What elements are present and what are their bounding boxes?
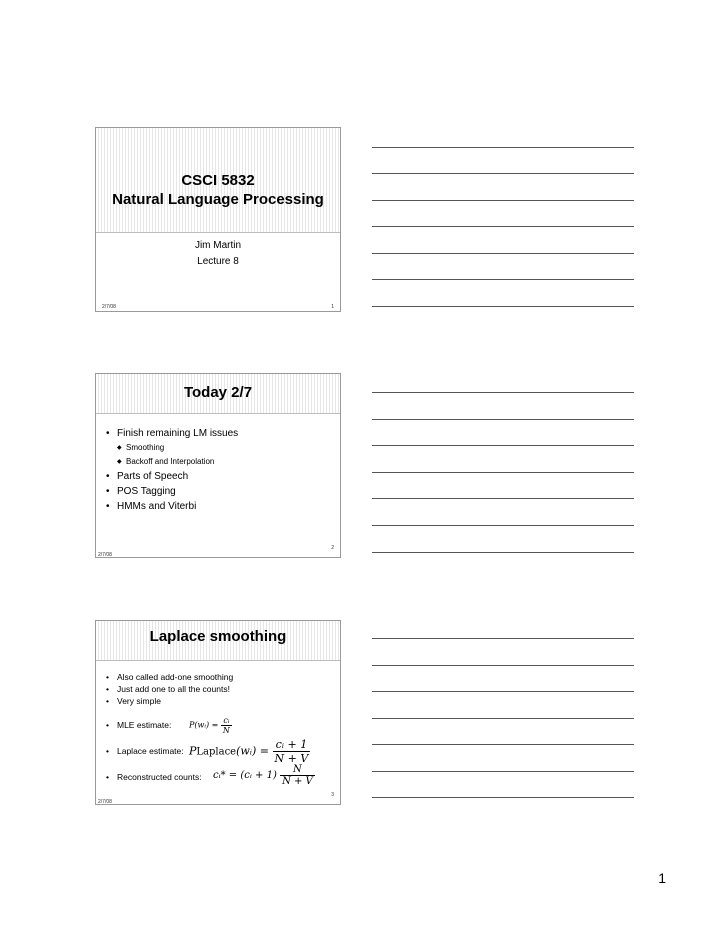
slide-3-title: Laplace smoothing — [149, 628, 287, 645]
list-item: • Finish remaining LM issues — [106, 426, 334, 441]
reconstructed-label: • Reconstructed counts: — [106, 771, 202, 783]
note-line — [372, 525, 634, 526]
list-item: • HMMs and Viterbi — [106, 499, 334, 514]
slide-3-bullet-list — [106, 671, 334, 707]
slide-2-bullet-list — [106, 426, 334, 514]
list-item: • Parts of Speech — [106, 469, 334, 484]
note-line — [372, 771, 634, 772]
note-line — [372, 718, 634, 719]
laplace-p: P — [189, 744, 197, 758]
mle-denominator: N — [222, 726, 230, 735]
note-line — [372, 147, 634, 148]
note-line — [372, 279, 634, 280]
list-item: ◆ Smoothing — [106, 441, 334, 455]
slide-1-author: Jim Martin — [194, 240, 242, 251]
list-item: • Also called add-one smoothing — [106, 671, 334, 683]
slide-1-lecture: Lecture 8 — [197, 256, 239, 267]
slide-3 — [95, 620, 341, 805]
reconstructed-lhs: cᵢ* = (cᵢ + 1) — [213, 770, 277, 781]
note-line — [372, 173, 634, 174]
slide-1 — [95, 127, 341, 312]
mle-formula — [189, 716, 232, 735]
note-line — [372, 552, 634, 553]
slide-1-date: 2/7/08 — [102, 304, 116, 310]
note-line — [372, 665, 634, 666]
slide-2-number: 2 — [331, 545, 334, 551]
reconstructed-denominator: N + V — [282, 776, 313, 787]
laplace-denominator: N + V — [274, 752, 309, 765]
note-line — [372, 306, 634, 307]
laplace-subscript: Laplace — [196, 746, 237, 758]
laplace-label: • Laplace estimate: — [106, 745, 184, 757]
note-line — [372, 744, 634, 745]
note-line — [372, 419, 634, 420]
slide-2-title: Today 2/7 — [183, 384, 253, 401]
list-item: • Just add one to all the counts! — [106, 683, 334, 695]
note-line — [372, 638, 634, 639]
list-item: • Very simple — [106, 695, 334, 707]
list-item: • POS Tagging — [106, 484, 334, 499]
laplace-numerator: cᵢ + 1 — [273, 738, 311, 752]
list-item: ◆ Backoff and Interpolation — [106, 455, 334, 469]
note-line — [372, 498, 634, 499]
laplace-formula — [189, 738, 310, 765]
mle-fraction — [221, 716, 232, 735]
reconstructed-fraction — [280, 764, 315, 787]
slide-2 — [95, 373, 341, 558]
mle-formula-lhs: P(wᵢ) = — [189, 720, 219, 730]
note-line — [372, 445, 634, 446]
slide-1-title-line2: Natural Language Processing — [112, 191, 324, 208]
page-number: 1 — [658, 870, 666, 886]
mle-label: • MLE estimate: — [106, 719, 171, 731]
slide-3-title-band — [96, 621, 340, 661]
slide-1-title-band — [96, 128, 340, 233]
note-line — [372, 797, 634, 798]
note-line — [372, 392, 634, 393]
note-line — [372, 472, 634, 473]
slide-3-number: 3 — [331, 792, 334, 798]
laplace-lhs-rest: (wᵢ) = — [236, 744, 270, 758]
reconstructed-formula — [213, 764, 315, 787]
mle-numerator: cᵢ — [221, 716, 232, 726]
slide-1-title-line1: CSCI 5832 — [181, 172, 255, 189]
note-line — [372, 200, 634, 201]
laplace-fraction — [273, 738, 311, 765]
slide-3-date: 2/7/08 — [98, 799, 112, 805]
note-line — [372, 253, 634, 254]
note-line — [372, 226, 634, 227]
slide-2-date: 2/7/08 — [98, 552, 112, 558]
note-line — [372, 691, 634, 692]
reconstructed-numerator: N — [280, 764, 315, 776]
slide-2-title-band — [96, 374, 340, 414]
slide-1-number: 1 — [331, 304, 334, 310]
